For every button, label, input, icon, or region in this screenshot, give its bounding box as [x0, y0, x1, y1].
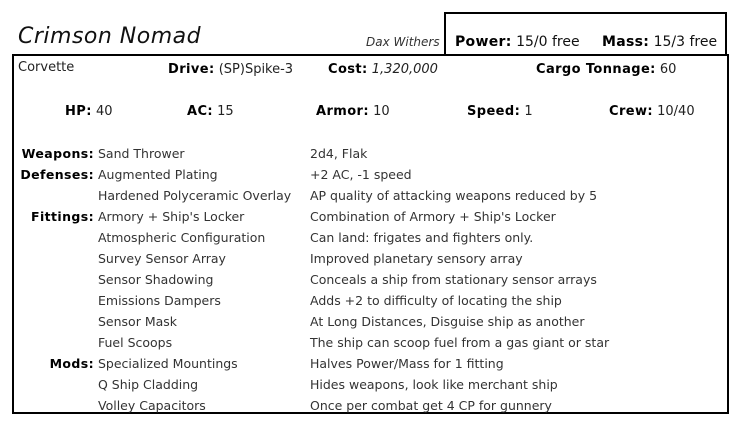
cost-label: Cost: [328, 62, 368, 77]
item-name: Volley Capacitors [98, 398, 206, 413]
item-name: Sand Thrower [98, 146, 185, 161]
item-desc: Improved planetary sensory array [310, 251, 523, 266]
item-name: Augmented Plating [98, 167, 218, 182]
ac-stat [187, 104, 234, 120]
item-desc: Combination of Armory + Ship's Locker [310, 209, 556, 224]
cargo-value: 60 [659, 62, 677, 77]
item-name: Hardened Polyceramic Overlay [98, 188, 292, 203]
item-desc: Once per combat get 4 CP for gunnery [310, 398, 552, 413]
drive-stat [168, 62, 293, 78]
mass-stat [602, 34, 717, 50]
item-name: Sensor Mask [98, 314, 178, 329]
speed-label: Speed: [467, 104, 521, 119]
power-value: 15/0 free [516, 34, 580, 50]
power-label: Power: [455, 34, 512, 50]
cost-value: 1,320,000 [371, 62, 438, 77]
mass-value: 15/3 free [653, 34, 718, 50]
armor-value: 10 [373, 104, 390, 119]
armor-stat [316, 104, 390, 120]
cargo-stat [536, 62, 676, 78]
speed-value: 1 [524, 104, 533, 119]
item-desc: Adds +2 to difficulty of locating the ship [310, 293, 562, 308]
item-desc: Conceals a ship from stationary sensor arrays [310, 272, 597, 287]
item-name: Fuel Scoops [98, 335, 173, 350]
item-desc: 2d4, Flak [310, 146, 368, 161]
item-desc: Halves Power/Mass for 1 fitting [310, 356, 504, 371]
hp-value: 40 [95, 104, 113, 119]
ship-name: Crimson Nomad [18, 24, 202, 49]
mods-label: Mods: [49, 356, 94, 371]
resources-box [444, 12, 727, 54]
item-desc: At Long Distances, Disguise ship as another [310, 314, 585, 329]
hp-label: HP: [65, 104, 92, 119]
crew-stat [609, 104, 695, 120]
item-name: Sensor Shadowing [98, 272, 214, 287]
mass-label: Mass: [602, 34, 650, 50]
crew-value: 10/40 [657, 104, 695, 119]
drive-value: (SP)Spike-3 [218, 62, 294, 77]
stats-box [12, 54, 729, 414]
item-desc: AP quality of attacking weapons reduced by 5 [310, 188, 598, 203]
armor-label: Armor: [316, 104, 369, 119]
item-name: Specialized Mountings [98, 356, 238, 371]
speed-stat [467, 104, 533, 120]
item-name: Q Ship Cladding [98, 377, 199, 392]
power-stat [455, 34, 580, 50]
cost-stat [328, 62, 438, 78]
item-desc: The ship can scoop fuel from a gas giant or star [310, 335, 610, 350]
item-name: Atmospheric Configuration [98, 230, 266, 245]
hp-stat [65, 104, 113, 120]
ship-sheet [12, 12, 729, 414]
item-desc: +2 AC, -1 speed [310, 167, 412, 182]
item-desc: Hides weapons, look like merchant ship [310, 377, 558, 392]
item-name: Emissions Dampers [98, 293, 221, 308]
ship-owner: Dax Withers [366, 35, 440, 49]
item-desc: Can land: frigates and fighters only. [310, 230, 534, 245]
cargo-label: Cargo Tonnage: [536, 62, 656, 77]
hull-class: Corvette [18, 60, 75, 75]
defenses-label: Defenses: [20, 167, 94, 182]
ac-value: 15 [217, 104, 234, 119]
item-name: Survey Sensor Array [98, 251, 226, 266]
fittings-label: Fittings: [31, 209, 94, 224]
weapons-label: Weapons: [21, 146, 94, 161]
crew-label: Crew: [609, 104, 653, 119]
ac-label: AC: [187, 104, 214, 119]
drive-label: Drive: [168, 62, 215, 77]
item-name: Armory + Ship's Locker [98, 209, 245, 224]
